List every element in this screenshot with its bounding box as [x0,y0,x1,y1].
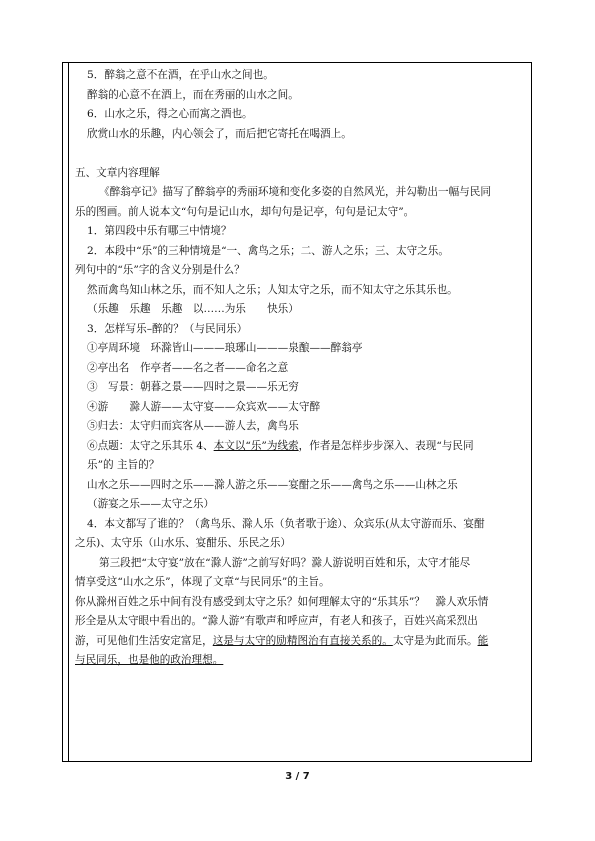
text-line: ③ 写景：朝暮之景——四时之景——乐无穷 [87,381,299,393]
text-span: ⑥点题：太守之乐其乐 4、 [87,439,214,452]
text-line: 山水之乐——四时之乐——滁人游之乐——宴酣之乐——禽鸟之乐——山林之乐 [87,478,458,491]
text-line: 形全是从太守眼中看出的。“滁人游”有歌声和呼应声，有老人和孩子，百姓兴高采烈出 [75,615,478,627]
underlined-text-line: 与民同乐，也是他的政治理想。 [75,654,224,666]
text-line: 欣赏山水的乐趣，内心领会了，而后把它寄托在喝酒上。 [87,127,352,140]
underlined-text: 这是与太守的励精图治有直接关系的。 [212,634,393,647]
text-line: 1．第四段中乐有哪三中情境？ [87,225,232,237]
text-span: 游，可见他们生活安定富足， [75,634,213,647]
text-line: 6．山水之乐，得之心而寓之酒也。 [87,108,253,120]
text-line: （游宴之乐——太守之乐） [87,498,215,510]
text-line [75,437,530,457]
text-line: 乐”的 主旨的？ [87,459,160,471]
text-line: 列句中的“乐”字的含义分别是什么？ [75,264,245,276]
text-line: ②亭出名 作亭者——名之者——命名之意 [87,361,289,374]
text-line: 3．怎样写乐–醉的？（与民同乐） [87,322,248,335]
underlined-text: 本文以“乐”为线索 [213,439,299,452]
text-line: 然而禽鸟知山林之乐，而不知人之乐；人知太守之乐，而不知太守之乐其乐也。 [87,283,458,296]
table-column-divider [68,62,69,762]
text-line: 醉翁的心意不在酒上，而在秀丽的山水之间。 [87,88,299,101]
text-span: ，作者是怎样步步深入、表现“与民同 [298,439,474,452]
text-line: 4．本文都写了谁的？（禽鸟乐、滁人乐（负者歌于途）、众宾乐(从太守游而乐、宴酣 [87,517,485,530]
text-span: 太守是为此而乐。 [392,634,478,647]
page-number: 3 / 7 [285,771,310,782]
text-line: 情享受这“山水之乐”，体现了文章“与民同乐”的主旨。 [75,576,330,588]
section-heading: 五、文章内容理解 [75,166,160,179]
underlined-text: 能 [477,634,489,647]
text-line: 《醉翁亭记》描写了醉翁亭的秀丽环境和变化多姿的自然风光，并勾勒出一幅与民同 [99,186,491,198]
table-content-cell [75,66,530,671]
text-line: 乐的图画。前人说本文“句句是记山水，却句句是记亭，句句是记太守”。 [75,205,415,218]
blank-line [75,144,530,164]
text-line: ①亭周环境 环滁皆山———琅琊山———泉酿——醉翁亭 [87,342,363,354]
text-line: 5．醉翁之意不在酒，在乎山水之间也。 [87,69,274,81]
text-line: （乐趣 乐趣 乐趣 以……为乐 快乐） [87,303,299,315]
text-line: 2．本段中“乐”的三种情境是“一、禽鸟之乐；二、游人之乐；三、太守之乐。 [87,244,449,257]
text-line [75,632,530,652]
text-line: ⑤归去：太守归而宾客从——游人去，禽鸟乐 [87,420,299,432]
text-line: 之乐)、太守乐（山水乐、宴酣乐、乐民之乐） [75,537,292,549]
text-line: 你从滁州百姓之乐中间有没有感受到太守之乐？如何理解太守的“乐其乐”？ 滁人欢乐情 [75,595,489,608]
text-line: ④游 滁人游——太守宴——众宾欢——太守醉 [87,400,321,413]
text-line: 第三段把“太守宴”放在“滁人游”之前写好吗？滁人游说明百姓和乐，太守才能尽 [99,556,471,569]
